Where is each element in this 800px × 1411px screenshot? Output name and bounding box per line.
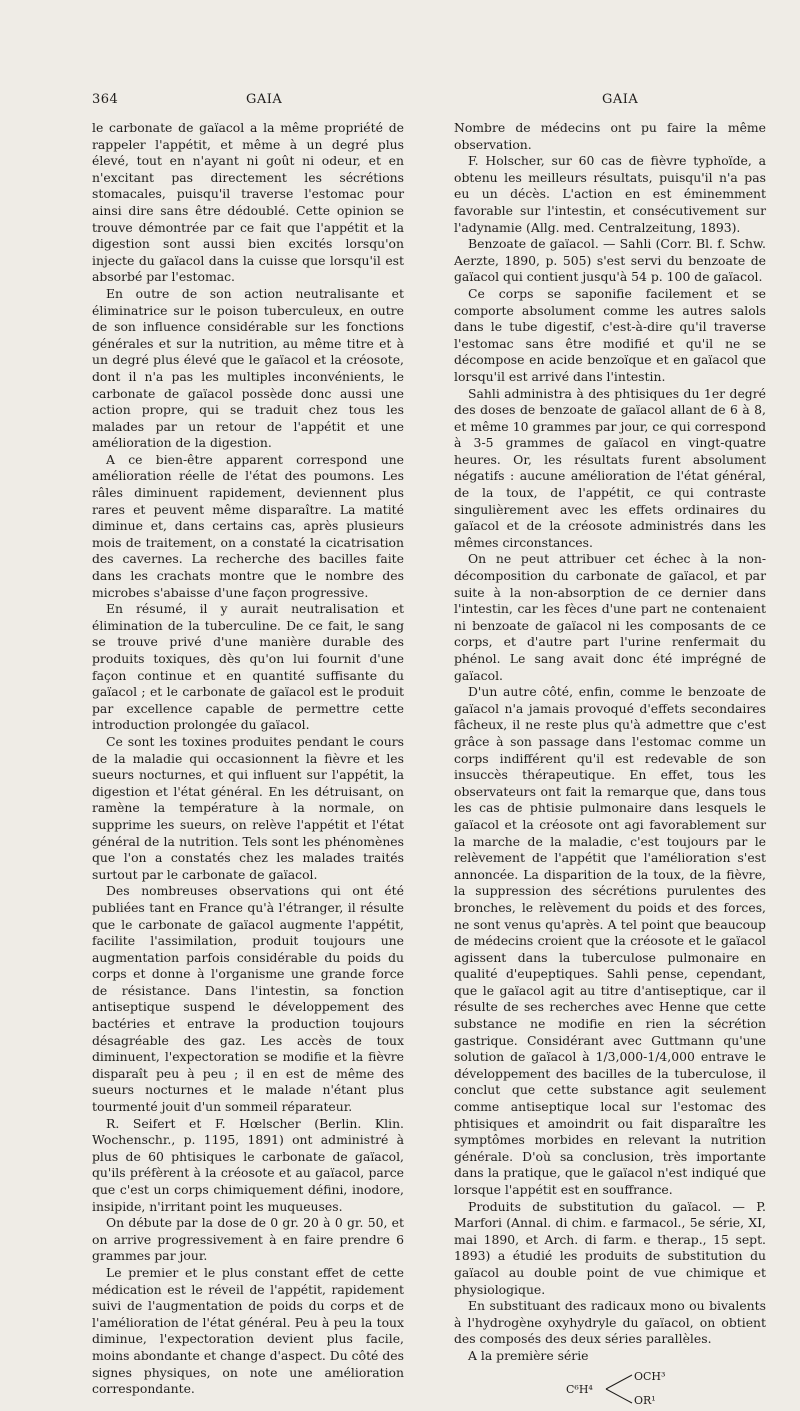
- right-column: [454, 120, 766, 1411]
- paragraph: Le premier et le plus constant effet de cette médication est le réveil de l'appétit, rapidement suivi de l'augmentation de poids du corps et de l'amélioration de l'état général. Peu à peu la toux diminue, l'expectoration devient plus facile, moins abondante et change d'aspect. Du côté des signes physiques, on note une amélioration correspondante.: [92, 1264, 404, 1397]
- paragraph: En substituant des radicaux mono ou bivalents à l'hydrogène oxyhydryle du gaïacol, on obtient des composés des deux séries parallèles.: [454, 1298, 766, 1347]
- paragraph: F. Holscher, sur 60 cas de fièvre typhoïde, a obtenu les meilleurs résultats, puisqu'il n'a pas eu un décès. L'action en est éminemment favorable sur l'intestin, et consécutivement sur l'adynamie (Allg. med. Centralzeitung, 1893).: [454, 153, 766, 235]
- paragraph: On débute par la dose de 0 gr. 20 à 0 gr. 50, et on arrive progressivement à en faire prendre 6 grammes par jour.: [92, 1215, 404, 1264]
- left-column: [92, 120, 404, 1398]
- formula-base: C⁶H⁴: [566, 1382, 593, 1396]
- running-head-right: GAIA: [602, 92, 639, 107]
- paragraph: R. Seifert et F. Hœlscher (Berlin. Klin. Wochenschr., p. 1195, 1891) ont administré à plus de 60 phtisiques le carbonate de gaïacol, qu'ils préfèrent à la créosote et au gaïacol, parce que c'est un corps chimiquement défini, inodore, insipide, n'irritant point les muqueuses.: [92, 1115, 404, 1214]
- chemical-formula: [454, 1369, 766, 1411]
- paragraph: On ne peut attribuer cet échec à la non-décomposition du carbonate de gaïacol, et par suite à la non-absorption de ce dernier dans l'intestin, car les fèces d'une part ne contenaient ni benzoate de gaïacol ni les composants de ce corps, et d'autre part l'urine renfermait du phénol. Le sang avait donc été imprégné de gaïacol.: [454, 551, 766, 683]
- paragraph: Sahli administra à des phtisiques du 1er degré des doses de benzoate de gaïacol allant de 6 à 8, et même 10 grammes par jour, ce qui correspond à 3-5 grammes de gaïacol en vingt-quatre heures. Or, les résultats furent absolument négatifs : aucune amélioration de l'état général, de la toux, de l'appétit, ce qui contraste singulièrement avec les effets ordinaires du gaïacol et de la créosote administrés dans les mêmes circonstances.: [454, 385, 766, 550]
- formula-bond-lines: [604, 1372, 634, 1406]
- paragraph: Produits de substitution du gaïacol. — P. Marfori (Annal. di chim. e farmacol., 5e série, XI, mai 1890, et Arch. di farm. e therap., 15 sept. 1893) a étudié les produits de substitution du gaïacol au double point de vue chimique et physiologique.: [454, 1198, 766, 1297]
- paragraph: D'un autre côté, enfin, comme le benzoate de gaïacol n'a jamais provoqué d'effets secondaires fâcheux, il ne reste plus qu'à admettre que c'est grâce à son passage dans l'estomac comme un corps indifférent qu'il est redevable de son insuccès thérapeutique. En effet, tous les observateurs ont fait la remarque que, dans tous les cas de phtisie pulmonaire dans lesquels le gaïacol et la créosote ont agi favorablement sur la marche de la maladie, c'est toujours par le relèvement de l'appétit que l'amélioration s'est annoncée. La disparition de la toux, de la fièvre, la suppression des sécrétions purulentes des bronches, le relèvement du poids et des forces, ne sont venus qu'après. A tel point que beaucoup de médecins croient que la créosote et le gaïacol agissent dans la tuberculose pulmonaire en qualité d'eupeptiques. Sahli pense, cependant, que le gaïacol agit au titre d'antiseptique, car il résulte de ses recherches avec Henne que cette substance ne modifie en rien la sécrétion gastrique. Considérant avec Guttmann qu'une solution de gaïacol à 1/3,000-1/4,000 entrave le développement des bacilles de la tuberculose, il conclut que cette substance agit seulement comme antiseptique local sur l'estomac des phtisiques et amoindrit ou fait disparaître les symptômes morbides en relevant la nutrition générale. D'où sa conclusion, très importante dans la pratique, que le gaïacol n'est indiqué que lorsque l'appétit est en souffrance.: [454, 684, 766, 1197]
- formula-top-group: OCH³: [634, 1369, 666, 1383]
- paragraph: En outre de son action neutralisante et éliminatrice sur le poison tuberculeux, en outre de son influence considérable sur les fonctions générales et sur la nutrition, au même titre et à un degré plus élevé que le gaïacol et la créosote, dont il n'a pas les multiples inconvénients, le carbonate de gaïacol possède donc aussi une action propre, qui se traduit chez tous les malades par un retour de l'appétit et une amélioration de la digestion.: [92, 285, 404, 451]
- formula-bottom-group: OR¹: [634, 1393, 656, 1407]
- paragraph: Benzoate de gaïacol. — Sahli (Corr. Bl. f. Schw. Aerzte, 1890, p. 505) s'est servi du benzoate de gaïacol qui contient jusqu'à 54 p. 100 de gaïacol.: [454, 236, 766, 285]
- paragraph: le carbonate de gaïacol a la même propriété de rappeler l'appétit, et même à un degré plus élevé, tout en n'ayant ni goût ni odeur, et en n'excitant pas directement les sécrétions stomacales, puisqu'il traverse l'estomac pour ainsi dire sans être dédoublé. Cette opinion se trouve démontrée par ce fait que l'appétit et la digestion sont aussi bien excités lorsqu'on injecte du gaïacol dans la cuisse que lorsqu'il est absorbé par l'estomac.: [92, 120, 404, 285]
- paragraph: Ce sont les toxines produites pendant le cours de la maladie qui occasionnent la fièvre et les sueurs nocturnes, et qui influent sur l'appétit, la digestion et l'état général. En les détruisant, on ramène la température à la normale, on supprime les sueurs, on relève l'appétit et l'état général de la nutrition. Tels sont les phénomènes que l'on a constatés chez les malades traités surtout par le carbonate de gaïacol.: [92, 733, 404, 882]
- paragraph: Des nombreuses observations qui ont été publiées tant en France qu'à l'étranger, il résulte que le carbonate de gaïacol augmente l'appétit, facilite l'assimilation, produit toujours une augmentation parfois considérable du poids du corps et donne à l'organisme une grande force de résistance. Dans l'intestin, sa fonction antiseptique suspend le développement des bactéries et entrave la production toujours désagréable des gaz. Les accès de toux diminuent, l'expectoration se modifie et la fièvre disparaît peu à peu ; il en est de même des sueurs nocturnes et le malade n'étant plus tourmenté jouit d'un sommeil réparateur.: [92, 883, 404, 1115]
- page-number: 364: [92, 92, 119, 107]
- page-header: [92, 92, 722, 112]
- paragraph: Nombre de médecins ont pu faire la même observation.: [454, 120, 766, 152]
- running-head-left: GAIA: [246, 92, 283, 107]
- paragraph: A ce bien-être apparent correspond une amélioration réelle de l'état des poumons. Les râles diminuent rapidement, deviennent plus rares et peuvent même disparaître. La matité diminue et, dans certains cas, après plusieurs mois de traitement, on a constaté la cicatrisation des cavernes. La recherche des bacilles faite dans les crachats montre que le nombre des microbes s'abaisse d'une façon progressive.: [92, 451, 404, 600]
- paragraph: En résumé, il y aurait neutralisation et élimination de la tuberculine. De ce fait, le sang se trouve privé d'une manière durable des produits toxiques, dès qu'on lui fournit d'une façon continue et en quantité suffisante du gaïacol ; et le carbonate de gaïacol est le produit par excellence capable de permettre cette introduction prolongée du gaïacol.: [92, 601, 404, 733]
- paragraph: Ce corps se saponifie facilement et se comporte absolument comme les autres salols dans le tube digestif, c'est-à-dire qu'il traverse l'estomac sans être modifié et qu'il ne se décompose en acide benzoïque et en gaïacol que lorsqu'il est arrivé dans l'intestin.: [454, 285, 766, 384]
- paragraph: A la première série: [468, 1347, 589, 1363]
